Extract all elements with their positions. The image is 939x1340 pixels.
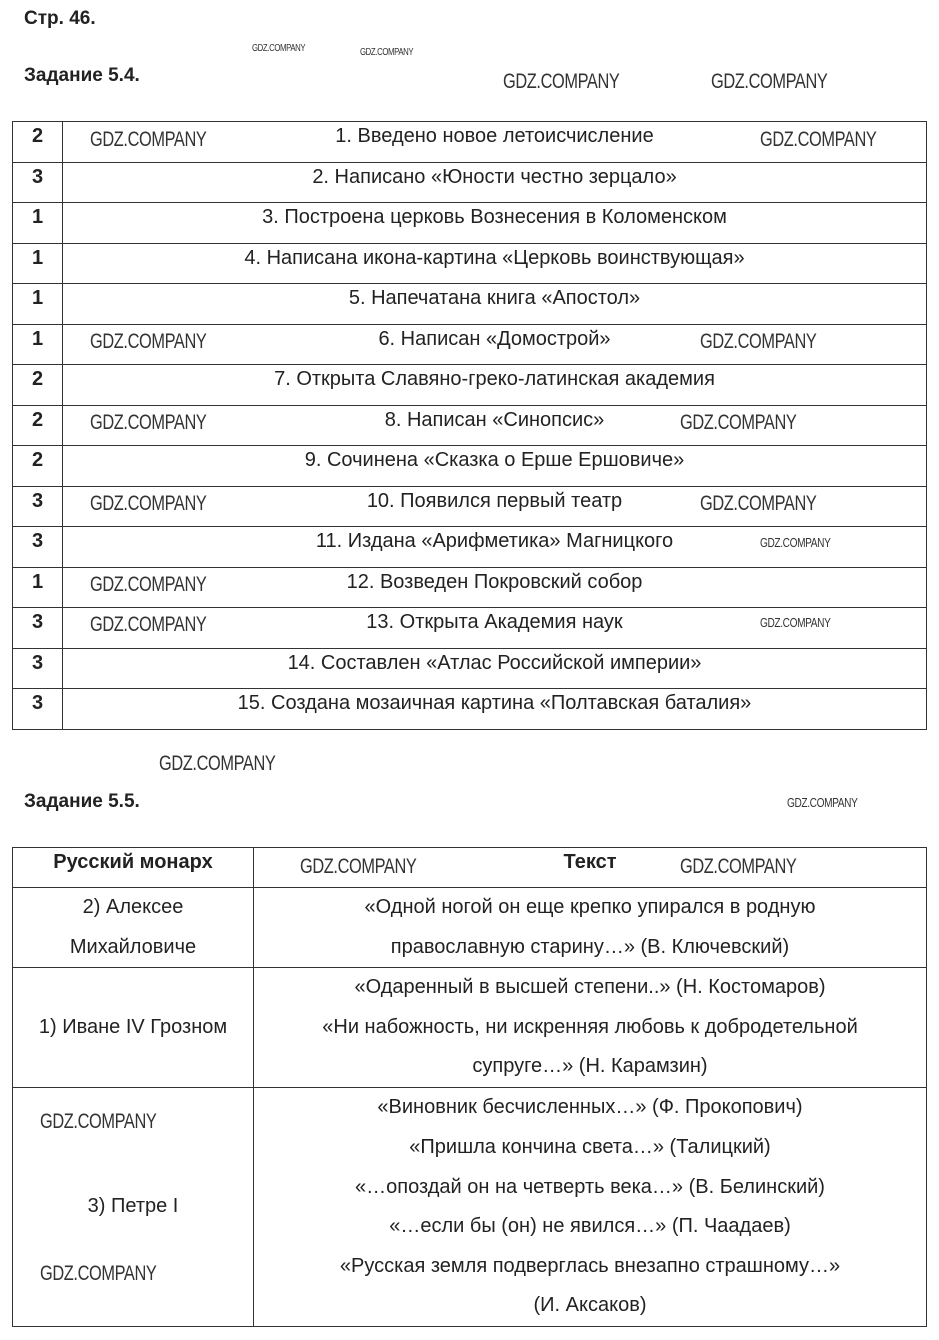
header-monarch: Русский монарх <box>13 848 254 888</box>
period-number: 2 <box>13 365 63 406</box>
event-text: 8. Написан «Синопсис» <box>63 405 927 446</box>
event-text: 2. Написано «Юности честно зерцало» <box>63 162 927 203</box>
period-number: 3 <box>13 608 63 649</box>
header-text: Текст <box>254 848 927 888</box>
task-5-5-title: Задание 5.5. <box>24 791 140 812</box>
period-number: 3 <box>13 486 63 527</box>
table-row <box>13 1088 927 1327</box>
table-row <box>13 203 927 244</box>
event-text: 3. Построена церковь Вознесения в Коломенском <box>63 203 927 244</box>
event-text: 1. Введено новое летоисчисление <box>63 122 927 163</box>
quote-line: православную старину…» (В. Ключевский) <box>390 935 790 958</box>
table-row <box>13 648 927 689</box>
table-row <box>13 888 927 968</box>
period-number: 1 <box>13 203 63 244</box>
watermark: GDZ.COMPANY <box>90 128 207 151</box>
task-5-5-table <box>12 847 927 1327</box>
quote-line: «Одаренный в высшей степени..» (Н. Костомаров) <box>354 976 826 999</box>
watermark: GDZ.COMPANY <box>90 573 207 596</box>
period-number: 2 <box>13 405 63 446</box>
watermark: GDZ.COMPANY <box>680 411 797 434</box>
task-5-4-title: Задание 5.4. <box>24 65 140 86</box>
quote-line: супруге…» (Н. Карамзин) <box>472 1055 708 1078</box>
period-number: 3 <box>13 527 63 568</box>
watermark: GDZ.COMPANY <box>787 795 858 810</box>
table-row <box>13 405 927 446</box>
period-number: 1 <box>13 243 63 284</box>
watermark: GDZ.COMPANY <box>360 47 414 58</box>
watermark: GDZ.COMPANY <box>159 752 276 775</box>
watermark: GDZ.COMPANY <box>760 615 831 630</box>
table-row <box>13 162 927 203</box>
period-number: 1 <box>13 567 63 608</box>
quote-line: «Пришла кончина света…» (Талицкий) <box>409 1136 771 1158</box>
monarch-line: 2) Алексее <box>82 896 184 918</box>
table-row <box>13 122 927 163</box>
quote-line: «Русская земля подверглась внезапно страшному…» <box>339 1254 841 1277</box>
watermark: GDZ.COMPANY <box>90 411 207 434</box>
period-number: 3 <box>13 648 63 689</box>
quote-line: «Одной ногой он еще крепко упирался в родную <box>364 896 816 918</box>
watermark: GDZ.COMPANY <box>760 128 877 151</box>
monarch-line: 3) Петре I <box>87 1195 179 1218</box>
monarch-cell <box>13 888 254 968</box>
table-row <box>13 527 927 568</box>
period-number: 2 <box>13 446 63 487</box>
watermark: GDZ.COMPANY <box>90 613 207 636</box>
table-row <box>13 567 927 608</box>
text-cell <box>254 888 927 968</box>
table-row <box>13 284 927 325</box>
watermark: GDZ.COMPANY <box>680 855 797 878</box>
watermark: GDZ.COMPANY <box>711 70 828 93</box>
watermark: GDZ.COMPANY <box>700 492 817 515</box>
watermark: GDZ.COMPANY <box>90 330 207 353</box>
table-row <box>13 446 927 487</box>
watermark: GDZ.COMPANY <box>40 1110 157 1133</box>
watermark: GDZ.COMPANY <box>40 1262 157 1285</box>
table-row <box>13 608 927 649</box>
watermark: GDZ.COMPANY <box>503 70 620 93</box>
quote-line: «Ни набожность, ни искренняя любовь к добродетельной <box>322 1015 858 1038</box>
watermark: GDZ.COMPANY <box>300 855 417 878</box>
table-row <box>13 968 927 1088</box>
task-5-4-table <box>12 121 927 730</box>
event-text: 9. Сочинена «Сказка о Ерше Ершовиче» <box>63 446 927 487</box>
event-text: 13. Открыта Академия наук <box>63 608 927 649</box>
quote-line: «…если бы (он) не явился…» (П. Чаадаев) <box>389 1215 791 1238</box>
period-number: 3 <box>13 689 63 730</box>
monarch-cell <box>13 1088 254 1327</box>
monarch-line: 1) Иване IV Грозном <box>38 1015 228 1038</box>
period-number: 2 <box>13 122 63 163</box>
page-label: Стр. 46. <box>24 8 96 29</box>
event-text: 4. Написана икона-картина «Церковь воинствующая» <box>63 243 927 284</box>
table-row <box>13 243 927 284</box>
text-cell <box>254 1088 927 1327</box>
period-number: 1 <box>13 324 63 365</box>
event-text: 12. Возведен Покровский собор <box>63 567 927 608</box>
event-text: 11. Издана «Арифметика» Магницкого <box>63 527 927 568</box>
quote-line: «…опоздай он на четверть века…» (В. Белинский) <box>355 1175 825 1198</box>
event-text: 7. Открыта Славяно-греко-латинская академия <box>63 365 927 406</box>
period-number: 3 <box>13 162 63 203</box>
event-text: 15. Создана мозаичная картина «Полтавская баталия» <box>63 689 927 730</box>
monarch-cell <box>13 968 254 1088</box>
event-text: 5. Напечатана книга «Апостол» <box>63 284 927 325</box>
text-cell <box>254 968 927 1088</box>
event-text: 10. Появился первый театр <box>63 486 927 527</box>
quote-line: «Виновник бесчисленных…» (Ф. Прокопович) <box>377 1096 803 1119</box>
table-row <box>13 365 927 406</box>
watermark: GDZ.COMPANY <box>90 492 207 515</box>
watermark: GDZ.COMPANY <box>252 43 306 54</box>
quote-line: (И. Аксаков) <box>533 1294 647 1317</box>
table-row <box>13 689 927 730</box>
table-row <box>13 324 927 365</box>
period-number: 1 <box>13 284 63 325</box>
watermark: GDZ.COMPANY <box>760 535 831 550</box>
table-row <box>13 486 927 527</box>
event-text: 14. Составлен «Атлас Российской империи» <box>63 648 927 689</box>
monarch-line: Михайловиче <box>69 935 197 958</box>
watermark: GDZ.COMPANY <box>700 330 817 353</box>
event-text: 6. Написан «Домострой» <box>63 324 927 365</box>
